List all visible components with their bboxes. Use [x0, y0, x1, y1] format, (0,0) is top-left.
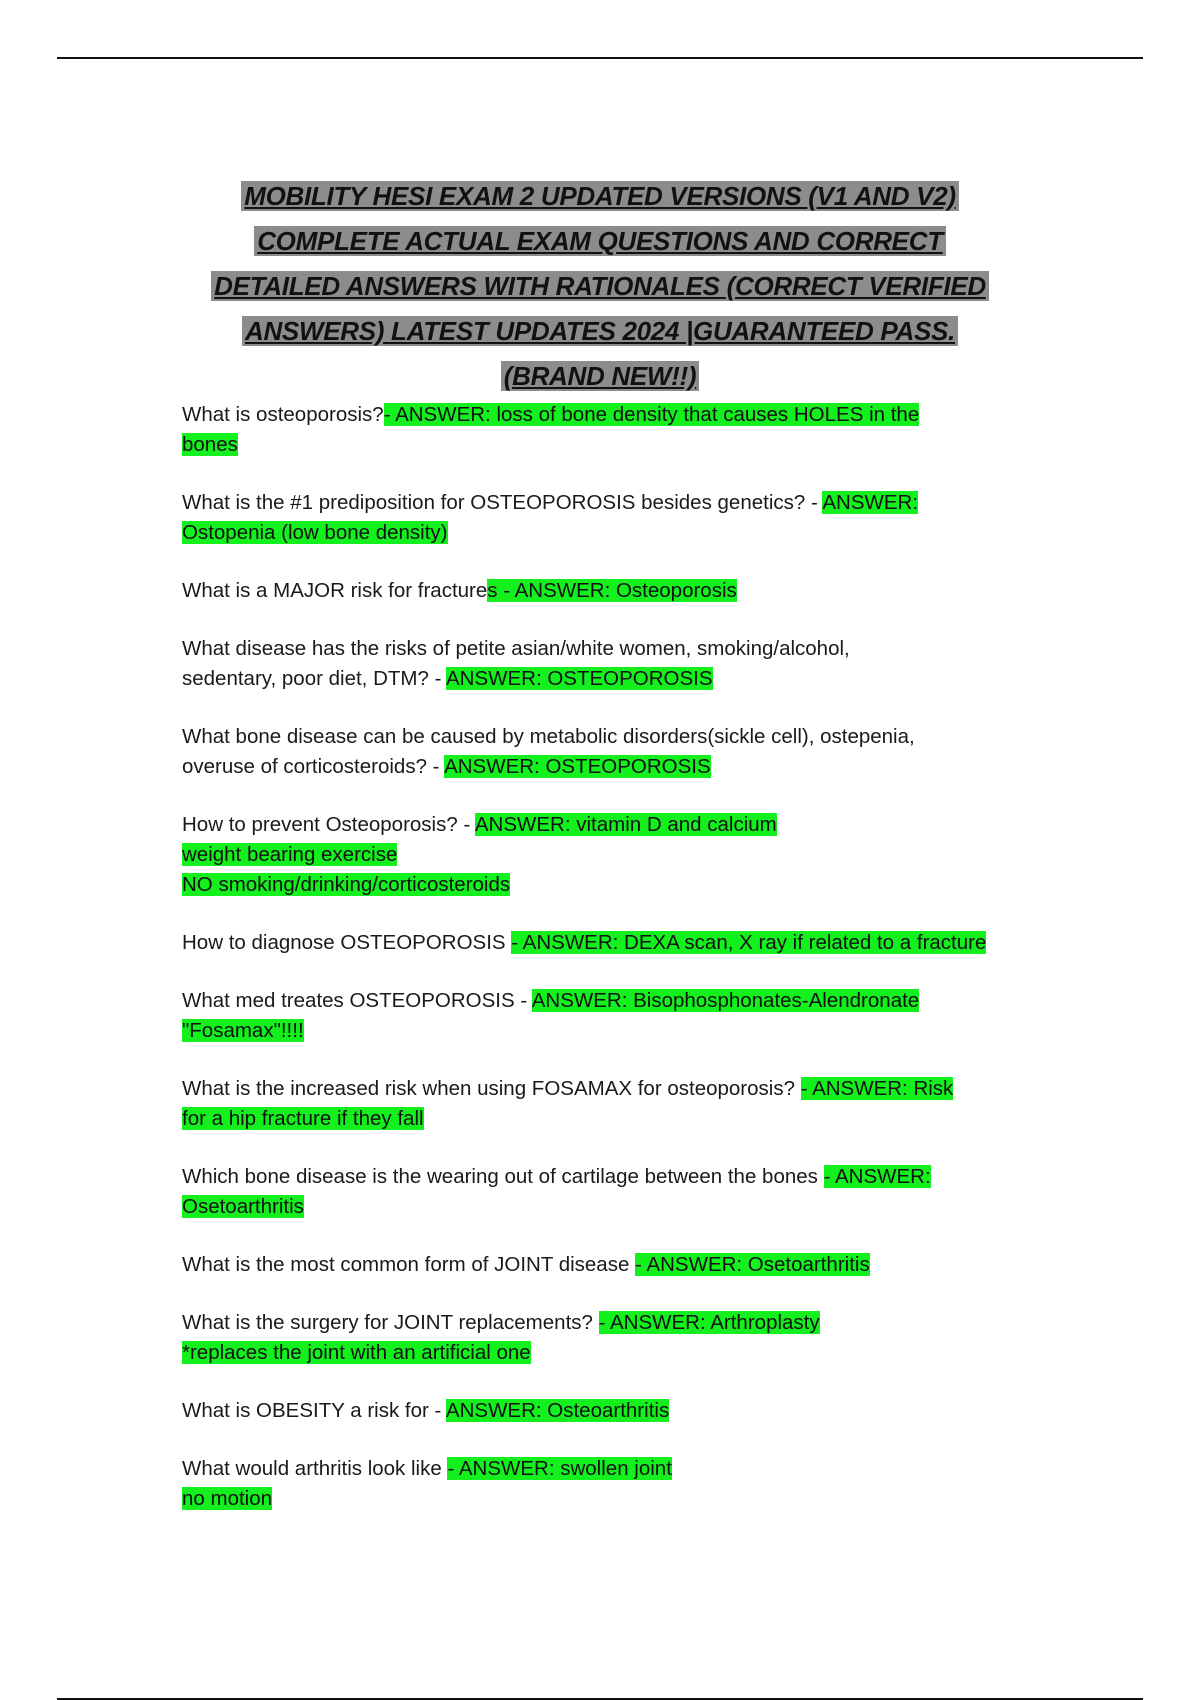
answer-text: ANSWER: OSTEOPOROSIS: [445, 667, 713, 690]
question-text: What is the #1 prediposition for OSTEOPOROSIS besides genetics? -: [182, 491, 823, 514]
qa-item: [182, 1074, 1022, 1134]
qa-item: [182, 1308, 1022, 1368]
answer-text: ANSWER: Osteoarthritis: [445, 1399, 670, 1422]
qa-item: [182, 634, 1022, 694]
answer-text: - ANSWER: Arthroplasty *replaces the joint with an artificial one: [182, 1311, 820, 1364]
answer-text: - ANSWER: Osetoarthritis: [182, 1165, 931, 1218]
qa-list: [182, 400, 1022, 1542]
answer-text: - ANSWER: Osetoarthritis: [635, 1253, 870, 1276]
qa-item: [182, 576, 1022, 606]
question-text: How to diagnose OSTEOPOROSIS: [182, 931, 512, 954]
question-text: What bone disease can be caused by metabolic disorders(sickle cell), ostepenia, overuse of corticosteroids? -: [182, 725, 915, 778]
document-title: [120, 178, 1080, 403]
title-line: ANSWERS) LATEST UPDATES 2024 |GUARANTEED PASS.: [120, 313, 1080, 354]
question-text: Which bone disease is the wearing out of cartilage between the bones: [182, 1165, 824, 1188]
qa-item: [182, 400, 1022, 460]
title-line: (BRAND NEW!!): [120, 358, 1080, 399]
answer-text: - ANSWER: Risk for a hip fracture if they fall: [182, 1077, 954, 1130]
answer-text: - ANSWER: DEXA scan, X ray if related to a fracture: [511, 931, 987, 954]
qa-item: [182, 1250, 1022, 1280]
qa-item: [182, 722, 1022, 782]
question-text: What is the most common form of JOINT disease: [182, 1253, 636, 1276]
answer-text: s - ANSWER: Osteoporosis: [487, 579, 737, 602]
answer-text: - ANSWER: swollen joint no motion: [182, 1457, 672, 1510]
question-text: What is a MAJOR risk for fracture: [182, 579, 488, 602]
question-text: What is osteoporosis?: [182, 403, 384, 426]
qa-item: [182, 810, 1022, 900]
answer-text: ANSWER: Bisophosphonates-Alendronate "Fosamax"!!!!: [182, 989, 920, 1042]
answer-text: ANSWER: Ostopenia (low bone density): [182, 491, 919, 544]
answer-text: - ANSWER: loss of bone density that causes HOLES in the bones: [182, 403, 920, 456]
qa-item: [182, 1454, 1022, 1514]
answer-text: ANSWER: OSTEOPOROSIS: [444, 755, 711, 778]
qa-item: [182, 928, 1022, 958]
question-text: What is the increased risk when using FOSAMAX for osteoporosis?: [182, 1077, 801, 1100]
question-text: What disease has the risks of petite asian/white women, smoking/alcohol, sedentary, poor diet, DTM? -: [182, 637, 850, 690]
question-text: How to prevent Osteoporosis? -: [182, 813, 475, 836]
answer-text: ANSWER: vitamin D and calcium weight bearing exercise NO smoking/drinking/corticosteroids: [182, 813, 777, 896]
qa-item: [182, 1162, 1022, 1222]
qa-item: [182, 488, 1022, 548]
title-line: COMPLETE ACTUAL EXAM QUESTIONS AND CORRECT: [120, 223, 1080, 264]
question-text: What is OBESITY a risk for -: [182, 1399, 446, 1422]
qa-item: [182, 1396, 1022, 1426]
top-rule: [57, 57, 1143, 59]
title-line: MOBILITY HESI EXAM 2 UPDATED VERSIONS (V1 AND V2): [120, 178, 1080, 219]
question-text: What is the surgery for JOINT replacements?: [182, 1311, 599, 1334]
question-text: What would arthritis look like: [182, 1457, 448, 1480]
qa-item: [182, 986, 1022, 1046]
title-line: DETAILED ANSWERS WITH RATIONALES (CORRECT VERIFIED: [120, 268, 1080, 309]
question-text: What med treates OSTEOPOROSIS -: [182, 989, 532, 1012]
